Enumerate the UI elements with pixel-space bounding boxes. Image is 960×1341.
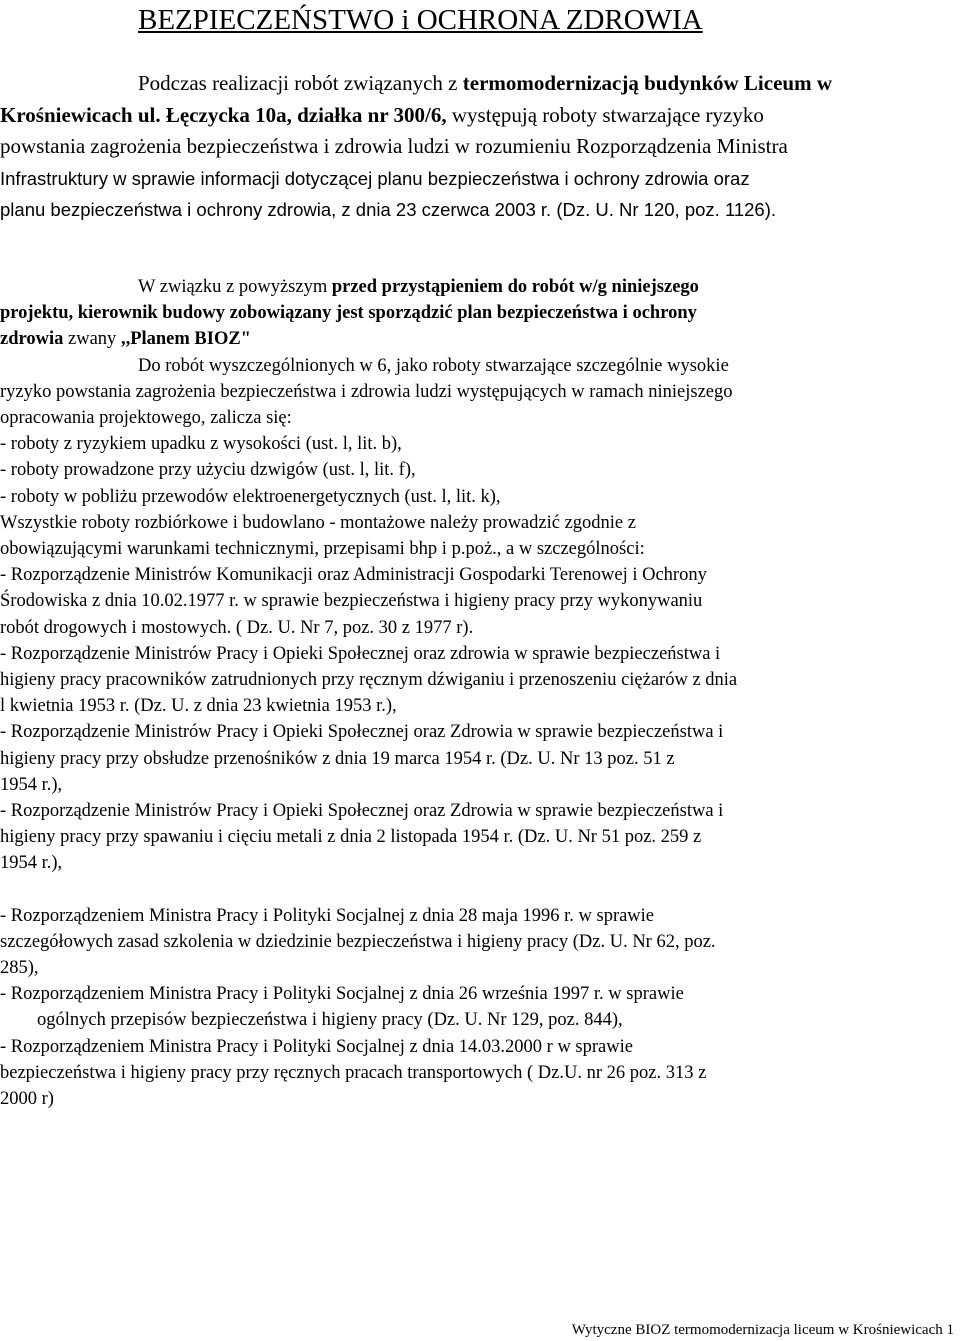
regulation-line: 2000 r) bbox=[0, 1089, 54, 1110]
para2-bold-text: przed przystąpieniem do robót w/g niniejszego bbox=[331, 277, 699, 297]
para3-line-2: ryzyko powstania zagrożenia bezpieczeństwa i zdrowia ludzi występujących w ramach niniejszego bbox=[0, 381, 733, 402]
para3-line-1: Do robót wyszczególnionych w 6, jako roboty stwarzające szczególnie wysokie bbox=[138, 355, 729, 376]
intro-paragraph bbox=[0, 68, 960, 226]
intro-bold-text: termomodernizacją budynków Liceum w bbox=[462, 71, 832, 95]
intro-text: Podczas realizacji robót związanych z bbox=[138, 71, 463, 95]
intro-text: występują roboty stwarzające ryzyko bbox=[446, 102, 764, 127]
para2-text: W związku z powyższym bbox=[138, 277, 332, 297]
para2-bold-text: projektu, kierownik budowy zobowiązany jest sporządzić plan bezpieczeństwa i ochrony bbox=[0, 303, 697, 324]
plan-bioz-label: ,,Planem BIOZ" bbox=[120, 329, 251, 350]
para2-line-3 bbox=[0, 326, 960, 352]
regulation-line: robót drogowych i mostowych. ( Dz. U. Nr 7, poz. 30 z 1977 r). bbox=[0, 617, 474, 638]
intro-line-5: planu bezpieczeństwa i ochrony zdrowia, z dnia 23 czerwca 2003 r. (Dz. U. Nr 120, poz. 1126). bbox=[0, 199, 777, 220]
intro-line-4: Infrastruktury w sprawie informacji dotyczącej planu bezpieczeństwa i ochrony zdrowia oraz bbox=[0, 167, 750, 189]
regulation-line: - Rozporządzeniem Ministra Pracy i Polityki Socjalnej z dnia 26 września 1997 r. w sprawie bbox=[0, 984, 684, 1005]
para2-bold-text: zdrowia bbox=[0, 329, 64, 350]
regulation-line: - Rozporządzeniem Ministra Pracy i Polityki Socjalnej z dnia 14.03.2000 r w sprawie bbox=[0, 1036, 633, 1057]
regulation-line: - Rozporządzenie Ministrów Komunikacji oraz Administracji Gospodarki Terenowej i Ochrony bbox=[0, 565, 707, 586]
regulation-line: - Rozporządzeniem Ministra Pracy i Polityki Socjalnej z dnia 28 maja 1996 r. w sprawie bbox=[0, 905, 655, 926]
regulation-line: higieny pracy przy obsłudze przenośników z dnia 19 marca 1954 r. (Dz. U. Nr 13 poz. 51 z bbox=[0, 748, 675, 769]
intro-line-2 bbox=[0, 100, 960, 132]
intro-bold-text: Krośniewicach ul. Łęczycka 10a, działka nr 300/6, bbox=[0, 102, 447, 127]
para3-line-7: Wszystkie roboty rozbiórkowe i budowlano - montażowe należy prowadzić zgodnie z bbox=[0, 512, 636, 533]
regulation-line: higieny pracy pracowników zatrudnionych przy ręcznym dźwiganiu i przenoszeniu ciężarów z dnia bbox=[0, 670, 738, 691]
regulation-line: - Rozporządzenie Ministrów Pracy i Opieki Społecznej oraz Zdrowia w sprawie bezpieczeństwa i bbox=[0, 801, 724, 822]
regulation-line: bezpieczeństwa i higieny pracy przy ręcznych pracach transportowych ( Dz.U. nr 26 poz. 313 z bbox=[0, 1062, 707, 1083]
regulation-line: 1954 r.), bbox=[0, 853, 63, 874]
paragraph-gap bbox=[0, 877, 960, 903]
regulation-line: 285), bbox=[0, 958, 39, 979]
list-item: - roboty prowadzone przy użyciu dzwigów (ust. l, lit. f), bbox=[0, 460, 416, 481]
regulation-line: Środowiska z dnia 10.02.1977 r. w sprawie bezpieczeństwa i higieny pracy przy wykonywaniu bbox=[0, 591, 703, 612]
intro-line-3: powstania zagrożenia bezpieczeństwa i zdrowia ludzi w rozumieniu Rozporządzenia Ministra bbox=[0, 134, 788, 158]
list-item: - roboty z ryzykiem upadku z wysokości (ust. l, lit. b), bbox=[0, 434, 402, 455]
regulation-line: szczegółowych zasad szkolenia w dziedzinie bezpieczeństwa i higieny pracy (Dz. U. Nr 62, poz. bbox=[0, 931, 716, 952]
regulation-line: ogólnych przepisów bezpieczeństwa i higieny pracy (Dz. U. Nr 129, poz. 844), bbox=[37, 1010, 623, 1031]
page-title: BEZPIECZEŃSTWO i OCHRONA ZDROWIA bbox=[138, 4, 703, 36]
para2-line-2 bbox=[0, 300, 960, 326]
page-footer: Wytyczne BIOZ termomodernizacja liceum w Krośniewicach 1 bbox=[571, 1322, 954, 1338]
para2-text: zwany bbox=[63, 329, 121, 350]
regulation-line: - Rozporządzenie Ministrów Pracy i Opieki Społecznej oraz zdrowia w sprawie bezpieczeństwa i bbox=[0, 643, 721, 664]
regulation-line: l kwietnia 1953 r. (Dz. U. z dnia 23 kwietnia 1953 r.), bbox=[0, 696, 397, 717]
document-body bbox=[0, 274, 960, 1112]
regulation-line: higieny pracy przy spawaniu i cięciu metali z dnia 2 listopada 1954 r. (Dz. U. Nr 51 poz. 259 z bbox=[0, 827, 702, 848]
intro-line-1 bbox=[0, 68, 960, 100]
para3-line-8: obowiązującymi warunkami technicznymi, przepisami bhp i p.poż., a w szczególności: bbox=[0, 539, 645, 560]
regulation-line: - Rozporządzenie Ministrów Pracy i Opieki Społecznej oraz Zdrowia w sprawie bezpieczeństwa i bbox=[0, 722, 724, 743]
para2-line-1 bbox=[0, 274, 960, 300]
list-item: - roboty w pobliżu przewodów elektroenergetycznych (ust. l, lit. k), bbox=[0, 486, 501, 507]
para3-line-3: opracowania projektowego, zalicza się: bbox=[0, 408, 292, 429]
regulation-line: 1954 r.), bbox=[0, 774, 63, 795]
